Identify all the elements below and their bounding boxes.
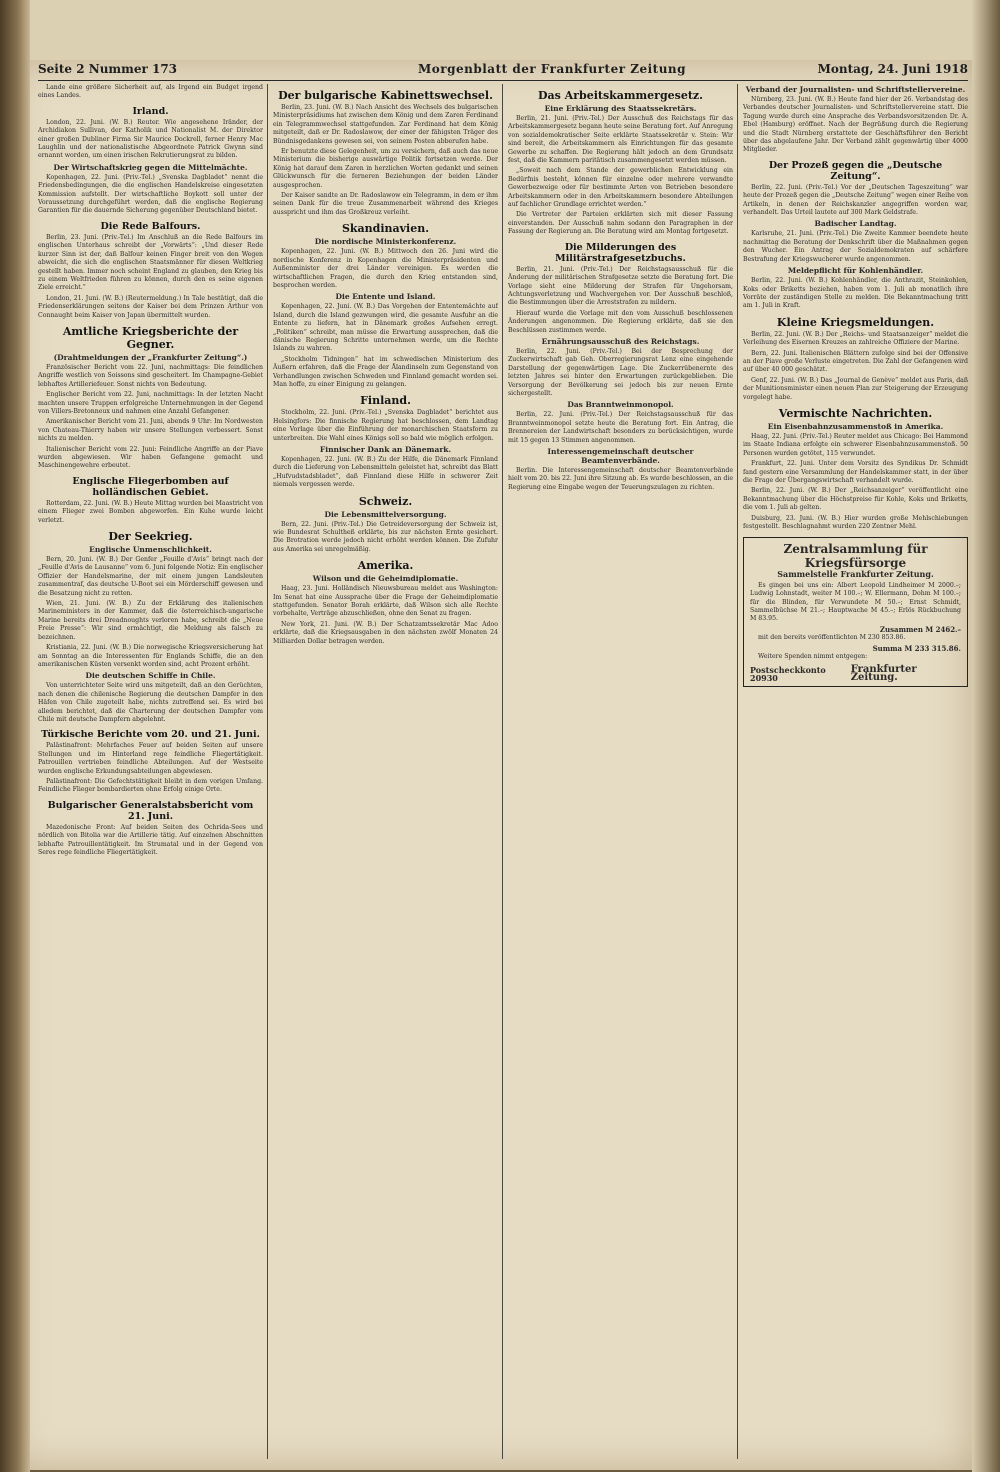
- postal-account: Postscheckkonto 20930: [750, 664, 826, 683]
- article-subheading: Verband der Journalisten- und Schriftstellervereine.: [745, 85, 966, 94]
- article-subheading: Badischer Landtag.: [814, 219, 897, 229]
- article-text: Bern, 22. Juni. (Priv.-Tel.) Die Getreideversorgung der Schweiz ist, wie Bundesrat Schultheß erklärte, bis zur nächsten Ernte gesichert. Die Brotration werde jedoch nicht erhöht werden können. Die Zufuhr aus Amerika sei unregelmäßig.: [273, 520, 498, 553]
- article-subheading: Wilson und die Geheimdiplomatie.: [312, 574, 459, 584]
- article-heading: Amerika.: [357, 559, 414, 573]
- column-rule: [502, 84, 503, 1459]
- article-heading: Finland.: [360, 394, 411, 408]
- article-subheading: Ein Eisenbahnzusammenstoß in Amerika.: [767, 421, 944, 431]
- column-4: [743, 84, 968, 1464]
- article-text: „Soweit nach dem Stande der gewerblichen Entwicklung ein Bedürfnis besteht, können für einzelne oder mehrere verwandte Gewerbezweige oder für bestimmte Arten von Betrieben besondere Arbeitskammern oder in den Arbeitskammern besondere Abteilungen auf fachlicher Grundlage errichtet werden.“: [508, 167, 733, 209]
- article-text: London, 22. Juni. (W. B.) Reuter. Wie angesehene Iränder, der Archidiakon Sullivan, der Katholik und Nationalist M. der Direktor einer großen Dubliner Firma Sir Maurice Dockrell, ferner Henry Mac Laughlin und der nationalistische Abgeordnete Patrick Gwynn sind ernannt worden, um einen irischen Rekrutierungsrat zu bilden.: [38, 118, 263, 160]
- article-subheading: Englische Unmenschlichkeit.: [89, 545, 212, 555]
- article-text: Lande eine größere Sicherheit auf, als Irgend ein Budget irgend eines Landes.: [38, 84, 263, 100]
- article-text: Hierauf wurde die Vorlage mit den vom Ausschuß beschlossenen Änderungen angenommen. Die Regierung erklärte, daß sie den Beschlüssen zustimmen werde.: [508, 309, 733, 334]
- article-heading: Vermischte Nachrichten.: [778, 406, 933, 420]
- article-text: Kopenhagen, 22. Juni. (W. B.) Mittwoch den 26. Juni wird die nordische Konferenz in Kopenhagen die Ministerpräsidenten und Außenminister der drei Länder vereinigen. Es werden die wirtschaftlichen Fragen, die durch den Krieg entstanden sind, besprochen werden.: [273, 248, 498, 289]
- article-heading: Schweiz.: [358, 494, 413, 508]
- article-text: Bern, 22. Juni. Italienischen Blättern zufolge sind bei der Offensive an der Piave große Verluste eingetreten. Die Zahl der Gefangenen wird auf über 40 000 geschätzt.: [743, 349, 968, 374]
- article-heading: Türkische Berichte vom 20. und 21. Juni.: [41, 729, 260, 741]
- article-text: Karlsruhe, 21. Juni. (Priv.-Tel.) Die Zweite Kammer beendete heute nachmittag die Beratung der Denkschrift über die Maßnahmen gegen den Wucher. Ein Antrag der Sozialdemokraten auf schärfere Bestrafung der Kriegswucherer wurde angenommen.: [743, 230, 968, 263]
- article-text: Genf, 22. Juni. (W. B.) Das „Journal de Genève“ meldet aus Paris, daß der Munitionsminister einen neuen Plan zur Steigerung der Erzeugung vorgelegt habe.: [743, 376, 968, 401]
- article-text: Berlin, 21. Juni. (Priv.-Tel.) Der Ausschuß des Reichstags für das Arbeitskammergesetz begann heute seine Beratung fort. Auf Anregung von sozialdemokratischer Seite erklärte Staatssekretär v. Stein: Wir sind bereit, die Arbeitskammern als Einrichtungen für das gesamte Gewerbe zu schaffen. Die Regierung hält jedoch an dem Grundsatz fest, daß die Kammern paritätisch zusammengesetzt werden müssen.: [508, 115, 733, 165]
- article-heading: Der Seekrieg.: [108, 530, 193, 544]
- donation-more: Weitere Spenden nimmt entgegen:: [758, 653, 868, 661]
- article-text: Berlin, 22. Juni. (Priv.-Tel.) Vor der „Deutschen Tageszeitung“ war heute der Prozeß gegen die „Deutsche Zeitung“ wegen einer Reihe von Artikeln, in denen der Reichskanzler angegriffen worden war, verhandelt. Das Urteil lautete auf 300 Mark Geldstrafe.: [743, 183, 968, 217]
- donation-sum: Zusammen M 2462.–: [879, 624, 961, 634]
- article-heading: Englische Fliegerbomben auf holländischen Gebiet.: [72, 475, 229, 498]
- donation-total: Summa M 233 315.86.: [872, 643, 961, 653]
- article-text: Englischer Bericht vom 22. Juni, nachmittags: In der letzten Nacht machten unsere Truppen erfolgreiche Unternehmungen in der Gegend von Villers-Bretonneux und nahmen eine Anzahl Gefangener.: [38, 391, 263, 415]
- article-heading: Die Rede Balfours.: [100, 220, 201, 232]
- article-subheading: (Drahtmeldungen der „Frankfurter Zeitung“.): [53, 352, 248, 362]
- article-subheading: Die nordische Ministerkonferenz.: [314, 237, 457, 247]
- donation-list: Es gingen bei uns ein: Albert Leopold Lindheimer M 2000.–; Ludwig Lohnstadt, weiter M 100.–; W. Ellermann, Dohm M 100.–; für die Blinden, für Verwundete M 50.–; Ernst Schmidt, Sammelbüchse M 21.–; Hauptwache M 45.–; Erlös Rückbuchung M 83.95.: [750, 581, 961, 623]
- article-heading: Der Prozeß gegen die „Deutsche Zeitung“.: [768, 159, 943, 182]
- article-text: Kopenhagen, 22. Juni. (W. B.) Zu der Hilfe, die Dänemark Finnland durch die Lieferung von Lebensmitteln geleistet hat, schreibt das Blatt „Hufvudstadsbladet“, daß Finnland diese Hilfe in schwerer Zeit niemals vergessen werde.: [273, 456, 498, 489]
- column-1: [38, 84, 263, 1464]
- column-3: [508, 84, 733, 1464]
- page-edge-right: [972, 0, 1000, 1472]
- donation-subtitle: Sammelstelle Frankfurter Zeitung.: [777, 569, 934, 580]
- article-heading: Kleine Kriegsmeldungen.: [776, 315, 935, 329]
- article-text: Frankfurt, 22. Juni. Unter dem Vorsitz des Syndikus Dr. Schmidt fand gestern eine Versammlung der Handelskammer statt, in der über die Frage der Übergangswirtschaft verhandelt wurde.: [743, 460, 968, 484]
- article-text: Die Vertreter der Parteien erklärten sich mit dieser Fassung einverstanden. Der Ausschuß nahm sodann den Paragraphen in der Fassung der Regierung an. Die Beratung wird am Montag fortgesetzt.: [508, 211, 733, 236]
- article-subheading: Die deutschen Schiffe in Chile.: [85, 671, 216, 681]
- article-text: Stockholm, 22. Juni. (Priv.-Tel.) „Svenska Dagbladet“ berichtet aus Helsingfors: Die finnische Regierung hat beschlossen, dem Landtag eine Vorlage über die Einführung der monarchischen Staatsform zu unterbreiten. Die Wahl eines Königs soll so bald wie möglich erfolgen.: [273, 409, 498, 442]
- scan-background-top: [0, 0, 1000, 60]
- article-text: „Stockholm Tidningen“ hat im schwedischen Ministerium des Äußern erfahren, daß die Frage der Ålandinseln zum Gegenstand von Verhandlungen zwischen Schweden und Finnland gemacht worden sei. Man hoffe, zu einer Einigung zu gelangen.: [273, 355, 498, 388]
- article-text: London, 21. Juni. (W. B.) (Reutermeldung.) In Tale bestätigt, daß die Friedenserklärungen seitens der Kaiser bei dem Prinzen Arthur von Connaught beim Kaiser von Japan übermittelt wurden.: [38, 294, 263, 319]
- article-text: Haag, 23. Juni. Holländisch Nieuwsbureau meldet aus Washington: Im Senat hat eine Aussprache über die Frage der Geheimdiplomatie stattgefunden. Senator Borah erklärte, daß Wilson sich alle Rechte vorbehalte, Verträge abzuschließen, ohne den Senat zu fragen.: [273, 585, 498, 618]
- newspaper-title: Morgenblatt der Frankfurter Zeitung: [418, 62, 687, 76]
- article-text: Rotterdam, 22. Juni. (W. B.) Heute Mittag wurden bei Maastricht von einem Flieger zwei Bomben abgeworfen. Ein Kuhe wurde leicht verletzt.: [38, 499, 263, 524]
- article-text: Berlin, 22. Juni. (W. B.) Kohlenhändler, die Anthrazit, Steinkohlen, Koks oder Briketts beziehen, haben vom 1. Juli ab monatlich ihre Vorräte der zuständigen Stelle zu melden. Die Bekanntmachung tritt am 1. Juli in Kraft.: [743, 277, 968, 310]
- article-text: Haag, 22. Juni. (Priv.-Tel.) Reuter meldet aus Chicago: Bei Hammond im Staate Indiana erfolgte ein schwerer Eisenbahnzusammenstoß. 50 Personen wurden getötet, 115 verwundet.: [743, 432, 968, 457]
- column-2: [273, 84, 498, 1464]
- article-text: Kopenhagen, 22. Juni. (W. B.) Das Vorgehen der Ententemächte auf Island, durch die Island gezwungen wird, die gesamte Ausfuhr an die Entente zu liefern, hat in Dänemark großes Aufsehen erregt. „Politiken“ schreibt, man müsse die Erwartung aussprechen, daß die dänische Regierung Schritte unternehmen werde, um die Rechte Islands zu wahren.: [273, 303, 498, 353]
- column-rule: [737, 84, 738, 1459]
- article-heading: Das Arbeitskammergesetz.: [537, 89, 704, 102]
- article-heading: Skandinavien.: [341, 222, 430, 236]
- article-text: Französischer Bericht vom 22. Juni, nachmittags: Die feindlichen Angriffe westlich von Soissons sind gescheitert. Im Champagne-Gebiet lebhaftes Artilleriefeuer. Sonst nichts von Bedeutung.: [38, 363, 263, 388]
- article-heading: Bulgarischer Generalstabsbericht vom 21. Juni.: [47, 799, 254, 822]
- article-subheading: Eine Erklärung des Staatssekretärs.: [544, 104, 697, 113]
- article-subheading: Der Wirtschaftskrieg gegen die Mittelmächte.: [53, 162, 248, 172]
- article-heading: Irland.: [132, 105, 169, 117]
- donation-title: Zentralsammlung für Kriegsfürsorge: [783, 542, 928, 571]
- article-text: Berlin, 21. Juni. (Priv.-Tel.) Der Reichstagsausschuß für die Änderung der militärischen Strafgesetze setzte die Beratung fort. Die Vorlage sieht eine Milderung der Strafen für Ungehorsam, Achtungsverletzung und Wachvergehen vor. Der Ausschuß beschloß, die Bestimmungen über die Arreststrafen zu mildern.: [508, 265, 733, 307]
- article-text: Palästinafront: Die Gefechtstätigkeit bleibt in dem vorigen Umfang. Feindliche Flieger bombardierten ohne Erfolg einige Orte.: [38, 777, 263, 794]
- article-text: Berlin, 23. Juni. (W. B.) Nach Ansicht des Wechsels des bulgarischen Ministerpräsidiums hat zwischen dem König und dem Zaren Ferdinand ein Telegrammwechsel stattgefunden. Zar Ferdinand hat dem König mitgeteilt, daß er Dr. Radoslawow, der einer der fähigsten Träger des Bündnisgedankens gewesen sei, von seinem Posten abberufen habe.: [273, 104, 498, 145]
- article-text: Palästinafront: Mehrfaches Feuer auf beiden Seiten auf unsere Stellungen und im Hinterland rege feindliche Fliegertätigkeit. Patrouillen vertrieben feindliche Abteilungen. Auf der Westseite wurden englische Erkundungsabteilungen abgewiesen.: [38, 742, 263, 775]
- article-text: Berlin, 22. Juni. (Priv.-Tel.) Der Reichstagsausschuß für das Branntweinmonopol setzte heute die Beratung fort. Ein Antrag, die Brennereien der Landwirtschaft besonders zu berücksichtigen, wurde mit 15 gegen 13 Stimmen angenommen.: [508, 411, 733, 444]
- article-text: Wien, 21. Juni. (W. B.) Zu der Erklärung des italienischen Marineministers in der Kammer, daß die österreichisch-ungarische Marine bereits drei Dreadnoughts verloren habe, schreibt die „Neue Freie Presse“: Wir sind ermächtigt, die Meldung als falsch zu bezeichnen.: [38, 600, 263, 641]
- masthead: [38, 62, 968, 81]
- article-text: Berlin, 23. Juni. (Priv.-Tel.) Im Anschluß an die Rede Balfours im englischen Unterhaus schreibt der „Vorwärts“: „Und dieser Rede kurzer Sinn ist der, daß Balfour keinen Finger breit von den Wegen abweicht, die sich die englischen Staatsmänner für diesen Weltkrieg gestellt haben. Immer noch scheint England zu glauben, den Krieg bis zu einem Weltfrieden führen zu können, durch den es seine eigenen Ziele erreicht.“: [38, 233, 263, 292]
- article-subheading: Das Branntweinmonopol.: [567, 400, 674, 410]
- page-number: Seite 2 Nummer 173: [38, 62, 178, 76]
- article-subheading: Meldepflicht für Kohlenhändler.: [787, 266, 924, 276]
- article-heading: Der bulgarische Kabinettswechsel.: [278, 89, 493, 102]
- article-text: Duisburg, 23. Juni. (W. B.) Hier wurden große Mehlschiebungen festgestellt. Beschlagnahmt wurden 220 Zentner Mehl.: [743, 514, 968, 531]
- issue-date: Montag, 24. Juni 1918: [817, 62, 968, 76]
- article-text: Nürnberg, 23. Juni. (W. B.) Heute fand hier der 26. Verbandstag des Verbandes deutscher Journalisten- und Schriftstellervereine statt. Die Tagung wurde durch eine Ansprache des Verbandsvorsitzenden Dr. A. Ebel (Hamburg) eröffnet. Nach der Begrüßung durch die Regierung und die Stadt Nürnberg erstattete der Geschäftsführer den Bericht über das abgelaufene Jahr. Der Verband zählt gegenwärtig über 4000 Mitglieder.: [743, 96, 968, 154]
- article-subheading: Finnischer Dank an Dänemark.: [319, 445, 452, 454]
- article-text: Der Kaiser sandte an Dr. Radoslawow ein Telegramm, in dem er ihm seinen Dank für die treue Zusammenarbeit während des Krieges ausspricht und ihm das Großkreuz verleiht.: [273, 192, 498, 216]
- column-rule: [267, 84, 268, 1459]
- article-subheading: Interessengemeinschaft deutscher Beamtenverbände.: [547, 447, 694, 465]
- article-text: Berlin. Die Interessengemeinschaft deutscher Beamtenverbände hielt vom 20. bis 22. Juni ihre Sitzung ab. Es wurde beschlossen, an die Regierung eine Eingabe wegen der Teuerungszulagen zu richten.: [508, 467, 733, 491]
- donation-footer: [750, 663, 961, 683]
- article-text: Bern, 20. Juni. (W. B.) Der Genfer „Feuille d'Avis“ bringt nach der „Feuille d'Avis de Lausanne“ vom 6. Juni folgende Notiz: Ein englischer Offizier der Handelsmarine, der mit einem jungen Landsleuten zusammentraf, das deutsche U-Boot sei ein Mörderschiff gewesen und die Besatzung nicht zu retten.: [38, 556, 263, 597]
- article-text: Amerikanischer Bericht vom 21. Juni, abends 9 Uhr: Im Nordwesten von Chateau-Thierry haben wir unsere Stellungen verbessert. Sonst nichts zu melden.: [38, 418, 263, 443]
- article-text: New York, 21. Juni. (W. B.) Der Schatzamtssekretär Mac Adoo erklärte, daß die Kriegsausgaben in den nächsten zwölf Monaten 24 Milliarden Dollar betragen werden.: [273, 620, 498, 645]
- paper-name: Frankfurter Zeitung.: [850, 663, 917, 683]
- article-text: Kristiania, 22. Juni. (W. B.) Die norwegische Kriegsversicherung hat am Sonntag an die Interessenten für Englands Schiffe, die an den amerikanischen Küsten versenkt worden sind, acht Prozent erhöht.: [38, 644, 263, 668]
- article-heading: Die Milderungen des Militärstrafgesetzbuchs.: [555, 241, 686, 264]
- article-text: Berlin, 22. Juni. (W. B.) Der „Reichsanzeiger“ veröffentlicht eine Bekanntmachung über die Höchstpreise für Kohle, Koks und Briketts, die vom 1. Juli ab gelten.: [743, 487, 968, 512]
- article-text: Von unterrichteter Seite wird uns mitgeteilt, daß an den Gerüchten, nach denen die chilenische Regierung die deutschen Dampfer in den Häfen von Chile zugeteilt habe, nichts zutreffend sei. Es wird bei alledem berichtet, daß die Charterung der deutschen Dampfer vom Chile mit deutsche Dampfern abgelehnt.: [38, 682, 263, 723]
- article-text: Mazedonische Front: Auf beiden Seiten des Ochrida-Sees und nördlich von Bitolia war die Artillerie tätig. Auf einzelnen Abschnitten lebhafte Patrouillentätigkeit. Im Strumatal und in der Gegend von Seres rege feindliche Fliegertätigkeit.: [38, 823, 263, 856]
- article-subheading: Ernährungsausschuß des Reichstags.: [541, 336, 700, 346]
- article-text: Berlin, 22. Juni. (Priv.-Tel.) Bei der Besprechung der Zuckerwirtschaft gab Geh. Oberregierungsrat Lenz eine eingehende Darstellung der gegenwärtigen Lage. Die Zuckerrübenernte des letzten Jahres sei hinter den Erwartungen zurückgeblieben. Die Versorgung der Bevölkerung sei jedoch bis zur neuen Ernte sichergestellt.: [508, 347, 733, 397]
- donation-previous: mit den bereits veröffentlichten M 230 853.86.: [758, 634, 906, 642]
- article-subheading: Die Lebensmittelversorgung.: [324, 509, 447, 519]
- article-heading: Amtliche Kriegsberichte der Gegner.: [62, 324, 239, 351]
- article-text: Kopenhagen, 22. Juni. (Priv.-Tel.) „Svenska Dagbladet“ nennt die Friedensbedingungen, die die englischen Handelskreise eingesetzten Kommission aufstellt. Der wirtschaftliche Boykott soll unter der Voraussetzung durchgeführt werden, daß die englische Regierung Garantien für die dauernde Sicherung gegenüber Deutschland bietet.: [38, 173, 263, 215]
- book-spine: [0, 0, 30, 1472]
- article-text: Er benutzte diese Gelegenheit, um zu versichern, daß auch das neue Ministerium die bisherige auswärtige Politik fortsetzen werde. Der König hat darauf dem Zaren in herzlichen Worten gedankt und seinen Glückwunsch für die ferneren Beziehungen der beiden Länder ausgesprochen.: [273, 148, 498, 189]
- article-text: Italienischer Bericht vom 22. Juni: Feindliche Angriffe an der Piave wurden abgewiesen. Wir haben Gefangene gemacht und Maschinengewehre erbeutet.: [38, 445, 263, 470]
- donation-box: [743, 537, 968, 687]
- article-subheading: Die Entente und Island.: [335, 292, 436, 302]
- article-text: Berlin, 22. Juni. (W. B.) Der „Reichs- und Staatsanzeiger“ meldet die Verleihung des Eisernen Kreuzes an zahlreiche Offiziere der Marine.: [743, 330, 968, 347]
